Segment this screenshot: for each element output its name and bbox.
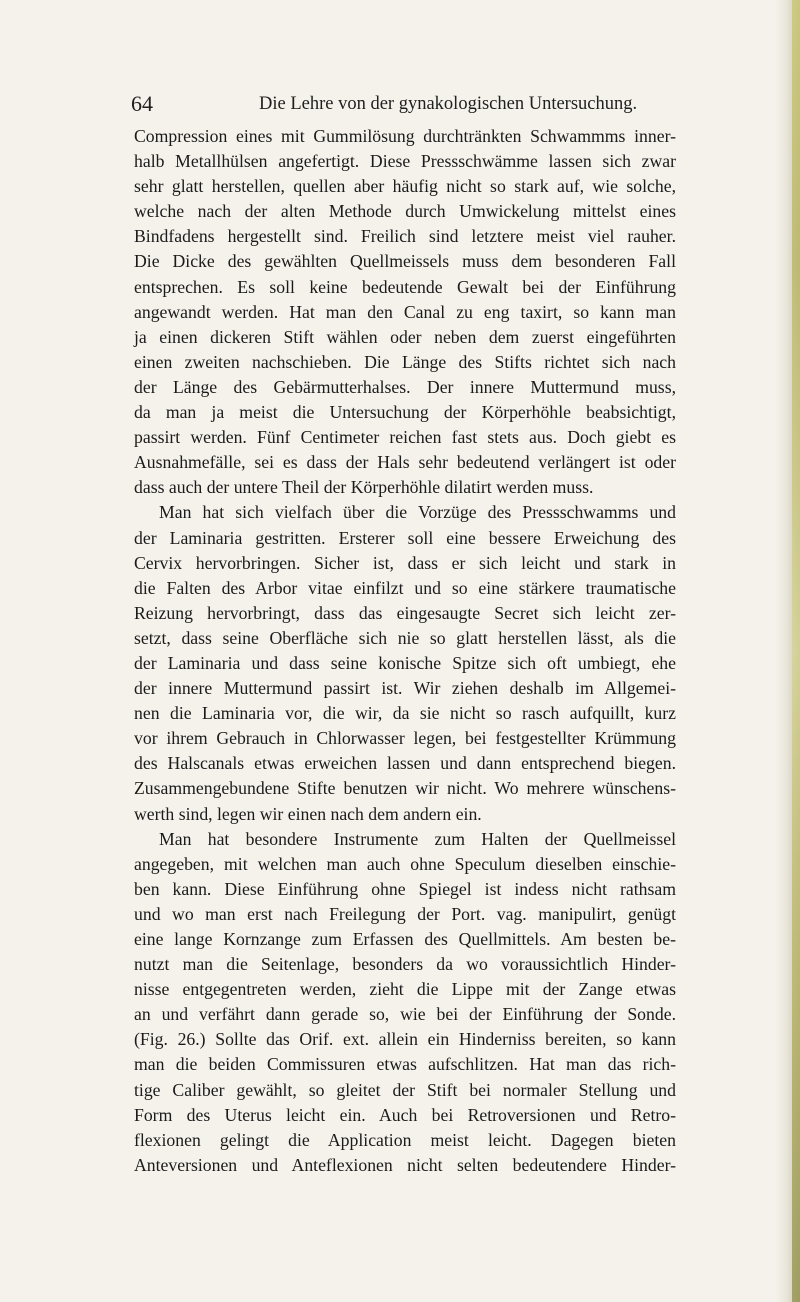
text-line: werth sind, legen wir einen nach dem andern ein. — [134, 803, 482, 824]
text-line: da man ja meist die Untersuchung der Körperhöhle beabsichtigt, — [134, 402, 676, 423]
text-line: Anteversionen und Anteflexionen nicht selten bedeutendere Hinder- — [134, 1154, 676, 1175]
text-line: vor ihrem Gebrauch in Chlorwasser legen, bei festgestellter Krümmung — [134, 728, 676, 749]
text-line: man die beiden Commissuren etwas aufschlitzen. Hat man das rich- — [134, 1054, 676, 1075]
text-line: welche nach der alten Methode durch Umwickelung mittelst eines — [134, 201, 676, 222]
page-edge-discoloration — [792, 0, 800, 1302]
page-number: 64 — [131, 91, 153, 116]
text-line: ben kann. Diese Einführung ohne Spiegel ist indess nicht rathsam — [134, 878, 676, 899]
text-line: an und verfährt dann gerade so, wie bei der Einführung der Sonde. — [134, 1004, 676, 1025]
text-line: passirt werden. Fünf Centimeter reichen fast stets aus. Doch giebt es — [134, 427, 676, 448]
text-line: und wo man erst nach Freilegung der Port. vag. manipulirt, genügt — [134, 903, 676, 924]
text-line: ja einen dickeren Stift wählen oder neben dem zuerst eingeführten — [134, 326, 676, 347]
text-line: Zusammengebundene Stifte benutzen wir nicht. Wo mehrere wünschens- — [134, 778, 676, 799]
text-line: nisse entgegentreten werden, zieht die Lippe mit der Zange etwas — [134, 979, 676, 1000]
text-line: des Halscanals etwas erweichen lassen und dann entsprechend biegen. — [134, 753, 676, 774]
text-line: sehr glatt herstellen, quellen aber häufig nicht so stark auf, wie solche, — [134, 176, 676, 197]
text-line: der innere Muttermund passirt ist. Wir ziehen deshalb im Allgemei- — [134, 678, 676, 699]
text-line: der Laminaria gestritten. Ersterer soll eine bessere Erweichung des — [134, 527, 676, 548]
text-line: dass auch der untere Theil der Körperhöhle dilatirt werden muss. — [134, 477, 594, 498]
text-line: Form des Uterus leicht ein. Auch bei Retroversionen und Retro- — [134, 1104, 676, 1125]
running-header — [131, 90, 681, 118]
text-line: angegeben, mit welchen man auch ohne Speculum dieselben einschie- — [134, 853, 676, 874]
text-line: Bindfadens hergestellt sind. Freilich sind letztere meist viel rauher. — [134, 226, 676, 247]
text-line: die Falten des Arbor vitae einfilzt und so eine stärkere traumatische — [134, 577, 676, 598]
text-line: Cervix hervorbringen. Sicher ist, dass er sich leicht und stark in — [134, 552, 676, 573]
text-line: nutzt man die Seitenlage, besonders da wo voraussichtlich Hinder- — [134, 954, 676, 975]
body-text — [134, 124, 676, 1178]
text-line: halb Metallhülsen angefertigt. Diese Pressschwämme lassen sich zwar — [134, 151, 676, 172]
text-line: Compression eines mit Gummilösung durchtränkten Schwammms inner- — [134, 126, 676, 146]
text-line: Die Dicke des gewählten Quellmeissels muss dem besonderen Fall — [134, 251, 676, 272]
text-line: nen die Laminaria vor, die wir, da sie nicht so rasch aufquillt, kurz — [134, 703, 676, 724]
text-line: tige Caliber gewählt, so gleitet der Stift bei normaler Stellung und — [134, 1079, 676, 1100]
text-line: flexionen gelingt die Application meist leicht. Dagegen bieten — [134, 1129, 676, 1150]
text-line: Ausnahmefälle, sei es dass der Hals sehr bedeutend verlängert ist oder — [134, 452, 676, 473]
text-line: der Länge des Gebärmutterhalses. Der innere Muttermund muss, — [134, 376, 676, 397]
text-line: einen zweiten nachschieben. Die Länge des Stifts richtet sich nach — [134, 351, 676, 372]
running-head-title: Die Lehre von der gynakologischen Untersuchung. — [259, 94, 638, 114]
text-line: entsprechen. Es soll keine bedeutende Gewalt bei der Einführung — [134, 276, 676, 297]
text-line: Reizung hervorbringt, dass das eingesaugte Secret sich leicht zer- — [134, 602, 676, 623]
text-line: setzt, dass seine Oberfläche sich nie so glatt herstellen lässt, als die — [134, 627, 676, 648]
text-line: der Laminaria und dass seine konische Spitze sich oft umbiegt, ehe — [134, 652, 676, 673]
text-line: Man hat sich vielfach über die Vorzüge des Pressschwamms und — [159, 502, 676, 523]
text-line: (Fig. 26.) Sollte das Orif. ext. allein ein Hinderniss bereiten, so kann — [134, 1029, 676, 1050]
text-line: eine lange Kornzange zum Erfassen des Quellmittels. Am besten be- — [134, 929, 676, 949]
text-line: angewandt werden. Hat man den Canal zu eng taxirt, so kann man — [134, 301, 676, 322]
text-line: Man hat besondere Instrumente zum Halten der Quellmeissel — [159, 828, 676, 849]
